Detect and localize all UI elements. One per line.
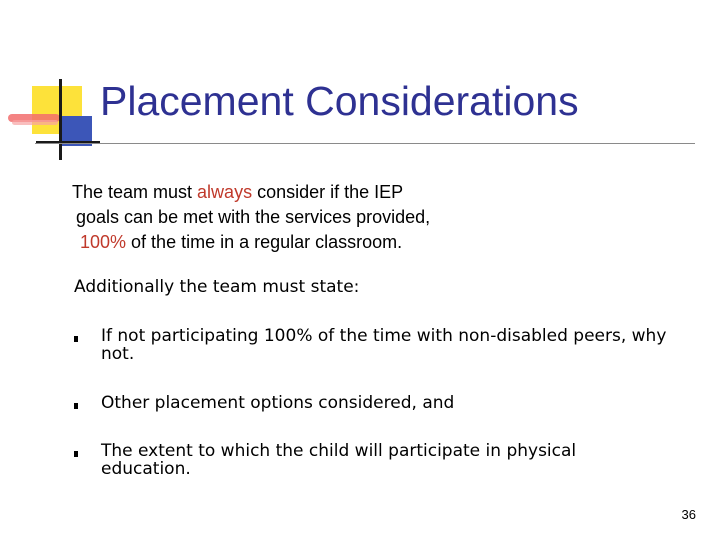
highlight-always: always [197, 182, 253, 202]
title-divider [35, 143, 695, 144]
paragraph-text: The team must [72, 182, 198, 202]
paragraph-line-1 [72, 180, 430, 205]
square-bullet-icon [74, 451, 78, 457]
slide-title: Placement Considerations [100, 78, 579, 124]
paragraph-line-3 [72, 230, 430, 255]
main-paragraph [72, 180, 430, 255]
logo-red-bar-shadow [12, 120, 58, 125]
page-number: 36 [681, 507, 696, 522]
square-bullet-icon [74, 403, 78, 409]
intro-statement: Additionally the team must state: [74, 277, 360, 297]
bullet-text: If not participating 100% of the time with non-disabled peers, why not. [101, 326, 667, 364]
bullet-text: The extent to which the child will participate in physical education. [101, 441, 577, 479]
logo-vertical-line [59, 79, 62, 160]
paragraph-text: of the time in a regular classroom. [126, 232, 403, 252]
bullet-text: Other placement options considered, and [101, 393, 455, 413]
paragraph-text: consider if the IEP [252, 182, 404, 202]
square-bullet-icon [74, 336, 78, 342]
highlight-100-percent: 100% [80, 232, 127, 252]
paragraph-line-2: goals can be met with the services provided, [76, 207, 431, 227]
